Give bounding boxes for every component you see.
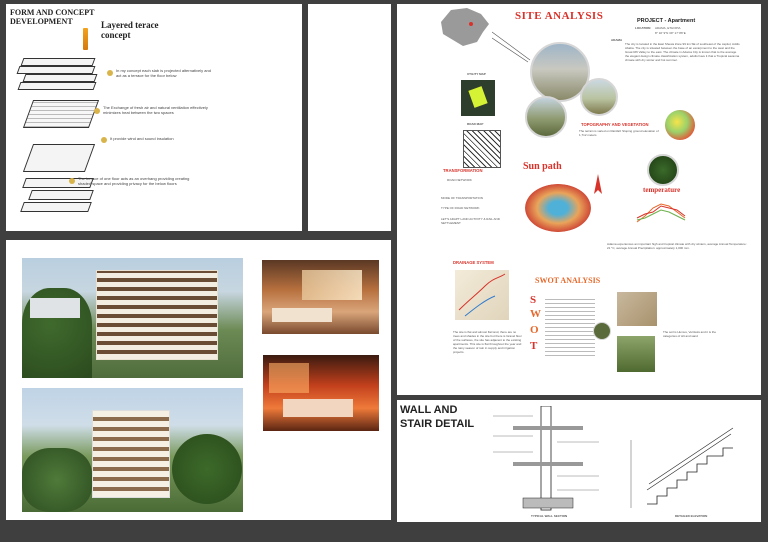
topography-heatmap — [665, 110, 695, 140]
render-exterior-aerial — [22, 388, 243, 512]
topography-title: TOPOGRAPHY AND VEGETATION — [581, 122, 649, 127]
soil-photo — [617, 292, 657, 326]
utility-map-label: UTILITY MAP — [467, 72, 486, 76]
topography-text: The terrain is varied on Rainfall: Sloping ground elevation of 1,712 meters — [579, 129, 659, 137]
utility-map — [461, 80, 495, 116]
swot-letter-o: O — [530, 324, 539, 336]
site-title: SITE ANALYSIS — [515, 10, 604, 22]
ethiopia-map-icon — [437, 6, 493, 48]
site-description: The site is flat and almost flat land, there are no trees and shades in the site but there is Gravel floor of the surfaces, the site has adjacent to the existing apartments. This site is flat throughout the year and the rainy season of rain in supply and irrigation projects. — [453, 330, 522, 354]
concept-diagram-ventilation — [22, 100, 102, 134]
blank-panel — [308, 4, 391, 231]
location-value: ADAMA, ETHOPIA — [655, 26, 681, 30]
drainage-title: DRAINAGE SYSTEM — [453, 260, 494, 265]
transport-item-3: TYPE OF ROAD NETWORK — [441, 206, 480, 210]
bullet-dot — [107, 70, 113, 76]
vegetation-photo — [647, 154, 679, 186]
soil-note: The soil is Humus, Vertisols and it is the categories of silt and sand — [663, 330, 717, 338]
swot-text-block — [545, 298, 595, 356]
wall-title-line-2: STAIR DETAIL — [400, 418, 475, 430]
road-map-label: ROAD MAP — [467, 122, 484, 126]
transport-item-2: MODE OF TRANSPORTATION — [441, 196, 483, 200]
transport-item-1: ROAD NETWORK — [447, 178, 472, 182]
temperature-title: temperature — [643, 186, 681, 194]
wall-section-drawing — [493, 406, 603, 514]
concept-diagram-layers — [16, 56, 106, 90]
stair-elevation-drawing — [627, 420, 745, 512]
sunpath-title: Sun path — [523, 161, 562, 172]
swot-title: SWOT ANALYSIS — [535, 276, 601, 285]
bullet-dot — [69, 178, 75, 184]
concept-note-3: It provide wind and sound insulation — [110, 136, 174, 141]
concept-subtitle: Layered terace concept — [101, 20, 159, 40]
transport-item-4: LET'S ADAPT LAND ACTIVITY & RAIL AND SETTLEMENT — [441, 217, 500, 225]
wall-stair-panel — [397, 400, 761, 522]
site-photo-field — [580, 78, 618, 116]
pencil-icon — [83, 28, 88, 50]
bullet-dot — [101, 137, 107, 143]
swot-letter-t: T — [530, 340, 538, 352]
climate-text: Adama experiences an important high and tropical climate with dry winters, average Annual Temperature: 21 °C, average Annual Precipitation: approximately 1,000 mm. — [607, 242, 747, 250]
site-photo-road — [525, 96, 567, 138]
sunpath-diagram — [525, 184, 591, 232]
intro-label: ADAMA — [611, 38, 623, 42]
north-arrow-icon — [591, 174, 605, 196]
drainage-map — [455, 270, 509, 320]
concept-panel — [6, 4, 302, 231]
concept-note-1: In my concept each slab is projected alternatively and act as a terrace for the floor below — [116, 68, 211, 78]
concept-note-2: The Exchange of fresh air and natural ventilation effectively minimizes heat between the two spaces — [103, 105, 208, 115]
intro-text: The city is located in the East Shewa Zone 99 km SE of southeast of the capitol, Addis Ababa. The city is situated between the base of an escarpment to the west and the Great Rift Valley to the east. The climate in Adama City is known that to the average the elegant design climate classification system, adults have it that a Tropical savanna climate with dry winter and hot summer. — [625, 42, 740, 62]
site-analysis-panel — [397, 4, 761, 395]
road-map — [463, 130, 501, 168]
concept-title: FORM AND CONCEPT DEVELOPMENT — [10, 8, 95, 26]
render-exterior-day — [22, 258, 243, 378]
concept-diagram-insulation — [22, 140, 102, 176]
render-interior-living — [262, 260, 379, 334]
swot-photo — [593, 322, 611, 340]
coords-value: 8° 32' 9"N 39° 17' 86"E — [655, 31, 686, 35]
vegetation-photo-2 — [617, 336, 655, 372]
location-label: LOCATION — [635, 26, 651, 30]
stair-elevation-label: DETAILED ELEVATION — [675, 514, 708, 518]
swot-letter-w: W — [530, 308, 541, 320]
renders-panel — [6, 240, 391, 520]
project-label: PROJECT - Apartment — [637, 18, 696, 24]
connector-lines — [492, 24, 532, 64]
bullet-dot — [94, 108, 100, 114]
render-interior-bedroom — [263, 355, 379, 431]
temperature-chart — [635, 196, 691, 226]
transformation-title: TRANSFORMATION — [443, 168, 483, 173]
concept-note-4: The terrace of one floor acts as an overhang providing creating shaded space and providing privacy for the below floors — [78, 176, 190, 186]
wall-section-label: TYPICAL WALL SECTION — [531, 514, 568, 518]
swot-letter-s: S — [530, 294, 537, 306]
wall-title-line-1: WALL AND — [400, 404, 458, 416]
